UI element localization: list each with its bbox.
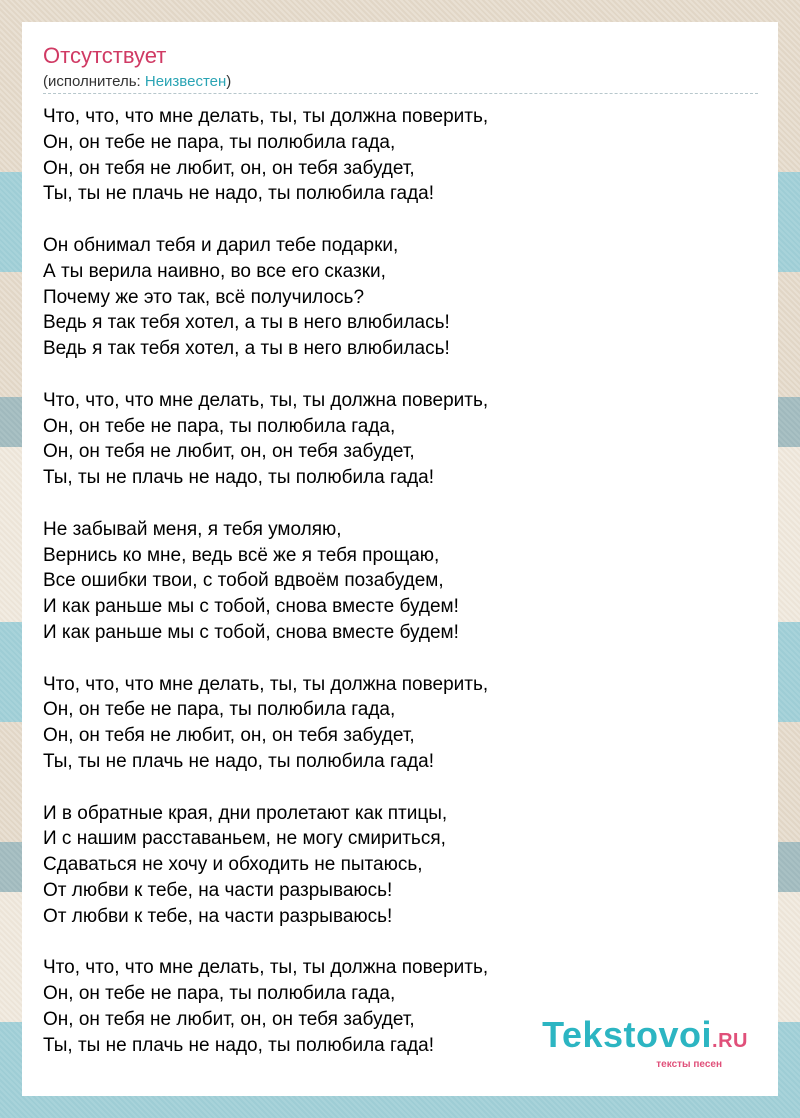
lyric-line: И в обратные края, дни пролетают как птицы,: [43, 802, 448, 824]
artist-suffix: ): [226, 73, 232, 90]
lyric-line: Он обнимал тебя и дарил тебе подарки,: [43, 234, 399, 256]
lyric-line: Он, он тебя не любит, он, он тебя забудет,: [43, 725, 415, 747]
lyric-line: Что, что, что мне делать, ты, ты должна поверить,: [43, 106, 489, 127]
lyrics-stanza: [43, 801, 758, 930]
lyric-line: Почему же это так, всё получилось?: [43, 286, 365, 308]
lyric-line: Он, он тебя не любит, он, он тебя забудет,: [43, 1008, 415, 1030]
lyrics-stanza: [43, 672, 758, 775]
logo-subtitle: тексты песен: [656, 1059, 722, 1070]
lyric-line: От любви к тебе, на части разрываюсь!: [43, 905, 393, 927]
lyrics-card: [22, 22, 778, 1096]
artist-line: [43, 73, 231, 91]
artist-prefix: (исполнитель:: [43, 73, 145, 90]
lyric-line: Ты, ты не плачь не надо, ты полюбила гада!: [43, 467, 435, 489]
lyric-line: Он, он тебе не пара, ты полюбила гада,: [43, 699, 396, 721]
lyric-line: Вернись ко мне, ведь всё же я тебя прощаю,: [43, 544, 440, 566]
lyrics-stanza: [43, 233, 758, 362]
lyric-line: Ты, ты не плачь не надо, ты полюбила гада!: [43, 183, 435, 205]
lyric-line: Ты, ты не плачь не надо, ты полюбила гада!: [43, 750, 435, 772]
lyrics-stanza: [43, 517, 758, 646]
lyric-line: От любви к тебе, на части разрываюсь!: [43, 879, 393, 901]
logo-tld: .RU: [712, 1030, 748, 1052]
lyric-line: Ведь я так тебя хотел, а ты в него влюбилась!: [43, 312, 450, 334]
lyric-line: Ты, ты не плачь не надо, ты полюбила гада!: [43, 1034, 435, 1056]
lyric-line: Он, он тебе не пара, ты полюбила гада,: [43, 415, 396, 437]
song-title: Отсутствует: [43, 43, 167, 68]
lyric-line: И как раньше мы с тобой, снова вместе будем!: [43, 621, 459, 643]
lyric-line: Что, что, что мне делать, ты, ты должна поверить,: [43, 673, 489, 695]
tekstovoi-logo[interactable]: [542, 1014, 748, 1070]
lyric-line: Он, он тебе не пара, ты полюбила гада,: [43, 131, 396, 153]
lyric-line: Он, он тебе не пара, ты полюбила гада,: [43, 983, 396, 1005]
lyric-line: И как раньше мы с тобой, снова вместе будем!: [43, 596, 459, 618]
lyrics-stanza: [43, 388, 758, 491]
lyrics-stanza: [43, 104, 758, 207]
lyric-line: Что, что, что мне делать, ты, ты должна поверить,: [43, 957, 489, 979]
lyric-line: Не забывай меня, я тебя умоляю,: [43, 518, 342, 540]
lyric-line: Сдаваться не хочу и обходить не пытаюсь,: [43, 854, 423, 876]
logo-name: Tekstovoi: [542, 1014, 713, 1055]
lyric-line: Ведь я так тебя хотел, а ты в него влюбилась!: [43, 338, 450, 360]
lyric-line: Он, он тебя не любит, он, он тебя забудет,: [43, 441, 415, 463]
dashed-divider: [43, 93, 758, 94]
lyric-line: И с нашим расставаньем, не могу смириться,: [43, 828, 446, 850]
lyric-line: А ты верила наивно, во все его сказки,: [43, 260, 386, 282]
lyric-line: Он, он тебя не любит, он, он тебя забудет,: [43, 157, 415, 179]
lyrics-text: [43, 104, 758, 1084]
artist-link[interactable]: Неизвестен: [144, 73, 227, 90]
lyric-line: Что, что, что мне делать, ты, ты должна поверить,: [43, 389, 489, 411]
lyric-line: Все ошибки твои, с тобой вдвоём позабудем,: [43, 570, 444, 592]
logo-wordmark: [542, 1014, 748, 1059]
